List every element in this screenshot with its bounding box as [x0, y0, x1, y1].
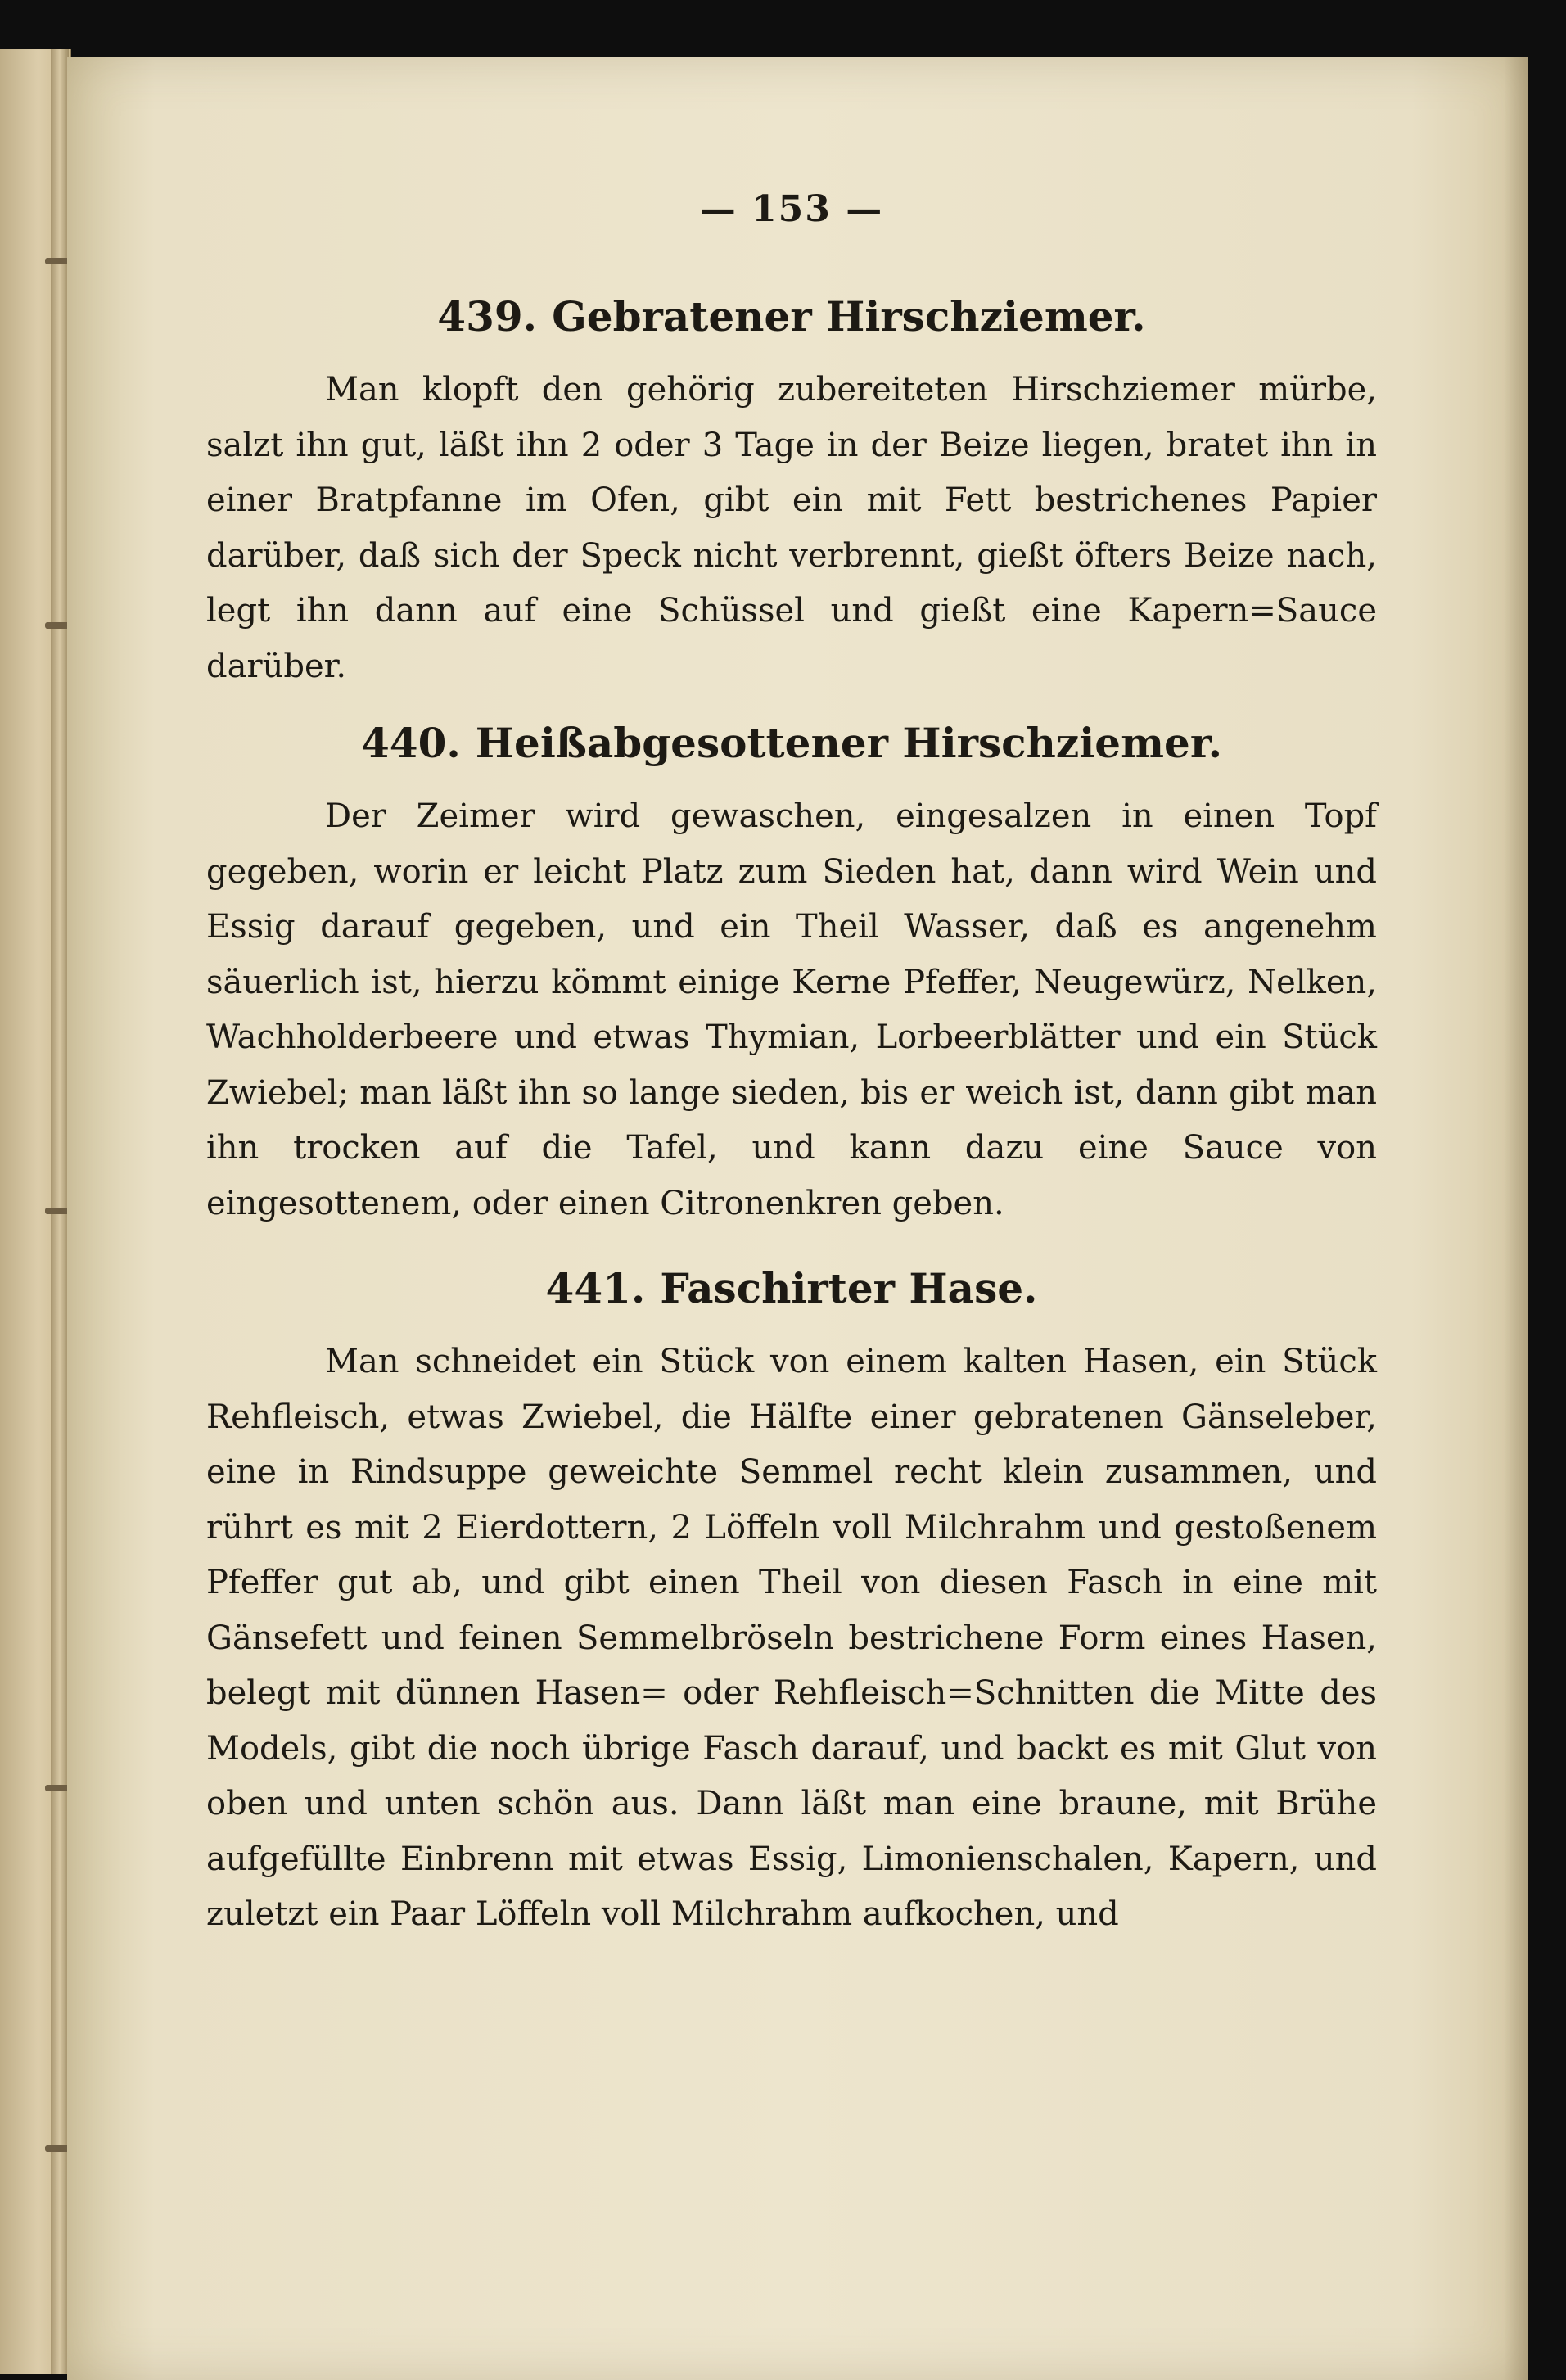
recipe-heading-440	[206, 716, 1377, 771]
recipe-text-440: Der Zeimer wird gewaschen, eingesalzen in einen Topf gegeben, worin er leicht Platz zum Sieden hat, dann wird Wein und Essig darauf gegeben, und ein Theil Wasser, daß es angenehm säuerlich ist, hierzu kömmt einige Kerne Pfeffer, Neugewürz, Nelken, Wachholderbeere und etwas Thymian, Lorbeerblätter und ein Stück Zwiebel; man läßt ihn so lange sieden, bis er weich ist, dann gibt man ihn trocken auf die Tafel, und kann dazu eine Sauce von eingesottenem, oder einen Citronenkren geben.	[206, 797, 1377, 1222]
page-text	[206, 188, 1377, 1964]
book-page	[67, 57, 1528, 2380]
recipe-text-441: Man schneidet ein Stück von einem kalten Hasen, ein Stück Rehfleisch, etwas Zwiebel, die Hälfte einer gebratenen Gänseleber, eine in Rindsuppe geweichte Semmel recht klein zusammen, und rührt es mit 2 Eierdottern, 2 Löffeln voll Milchrahm und gestoßenem Pfeffer gut ab, und gibt einen Theil von diesen Fasch in eine mit Gänsefett und feinen Semmelbröseln bestrichene Form eines Hasen, belegt mit dünnen Hasen= oder Rehfleisch=Schnitten die Mitte des Models, gibt die noch übrige Fasch darauf, und backt es mit Glut von oben und unten schön aus. Dann läßt man eine braune, mit Brühe aufgefüllte Einbrenn mit etwas Essig, Limonienschalen, Kapern, und zuletzt ein Paar Löffeln voll Milchrahm aufkochen, und	[206, 1343, 1377, 1933]
recipe-title: Gebratener Hirschziemer.	[552, 292, 1146, 341]
page-edge-shadow	[1504, 57, 1528, 2380]
page-number: — 153 —	[699, 188, 884, 230]
recipe-title: Faschirter Hase.	[660, 1264, 1038, 1312]
recipe-heading-441	[206, 1261, 1377, 1316]
recipe-number: 440.	[361, 719, 461, 767]
recipe-number: 439.	[437, 292, 538, 341]
recipe-number: 441.	[545, 1264, 646, 1312]
recipe-heading-439	[206, 289, 1377, 345]
recipe-title: Heißabgesottener Hirschziemer.	[475, 719, 1222, 767]
recipe-text-439: Man klopft den gehörig zubereiteten Hirschziemer mürbe, salzt ihn gut, läßt ihn 2 oder 3 Tage in der Beize liegen, bratet ihn in einer Bratpfanne im Ofen, gibt ein mit Fett bestrichenes Papier darüber, daß sich der Speck nicht verbrennt, gießt öfters Beize nach, legt ihn dann auf eine Schüssel und gießt eine Kapern=Sauce darüber.	[206, 371, 1377, 685]
